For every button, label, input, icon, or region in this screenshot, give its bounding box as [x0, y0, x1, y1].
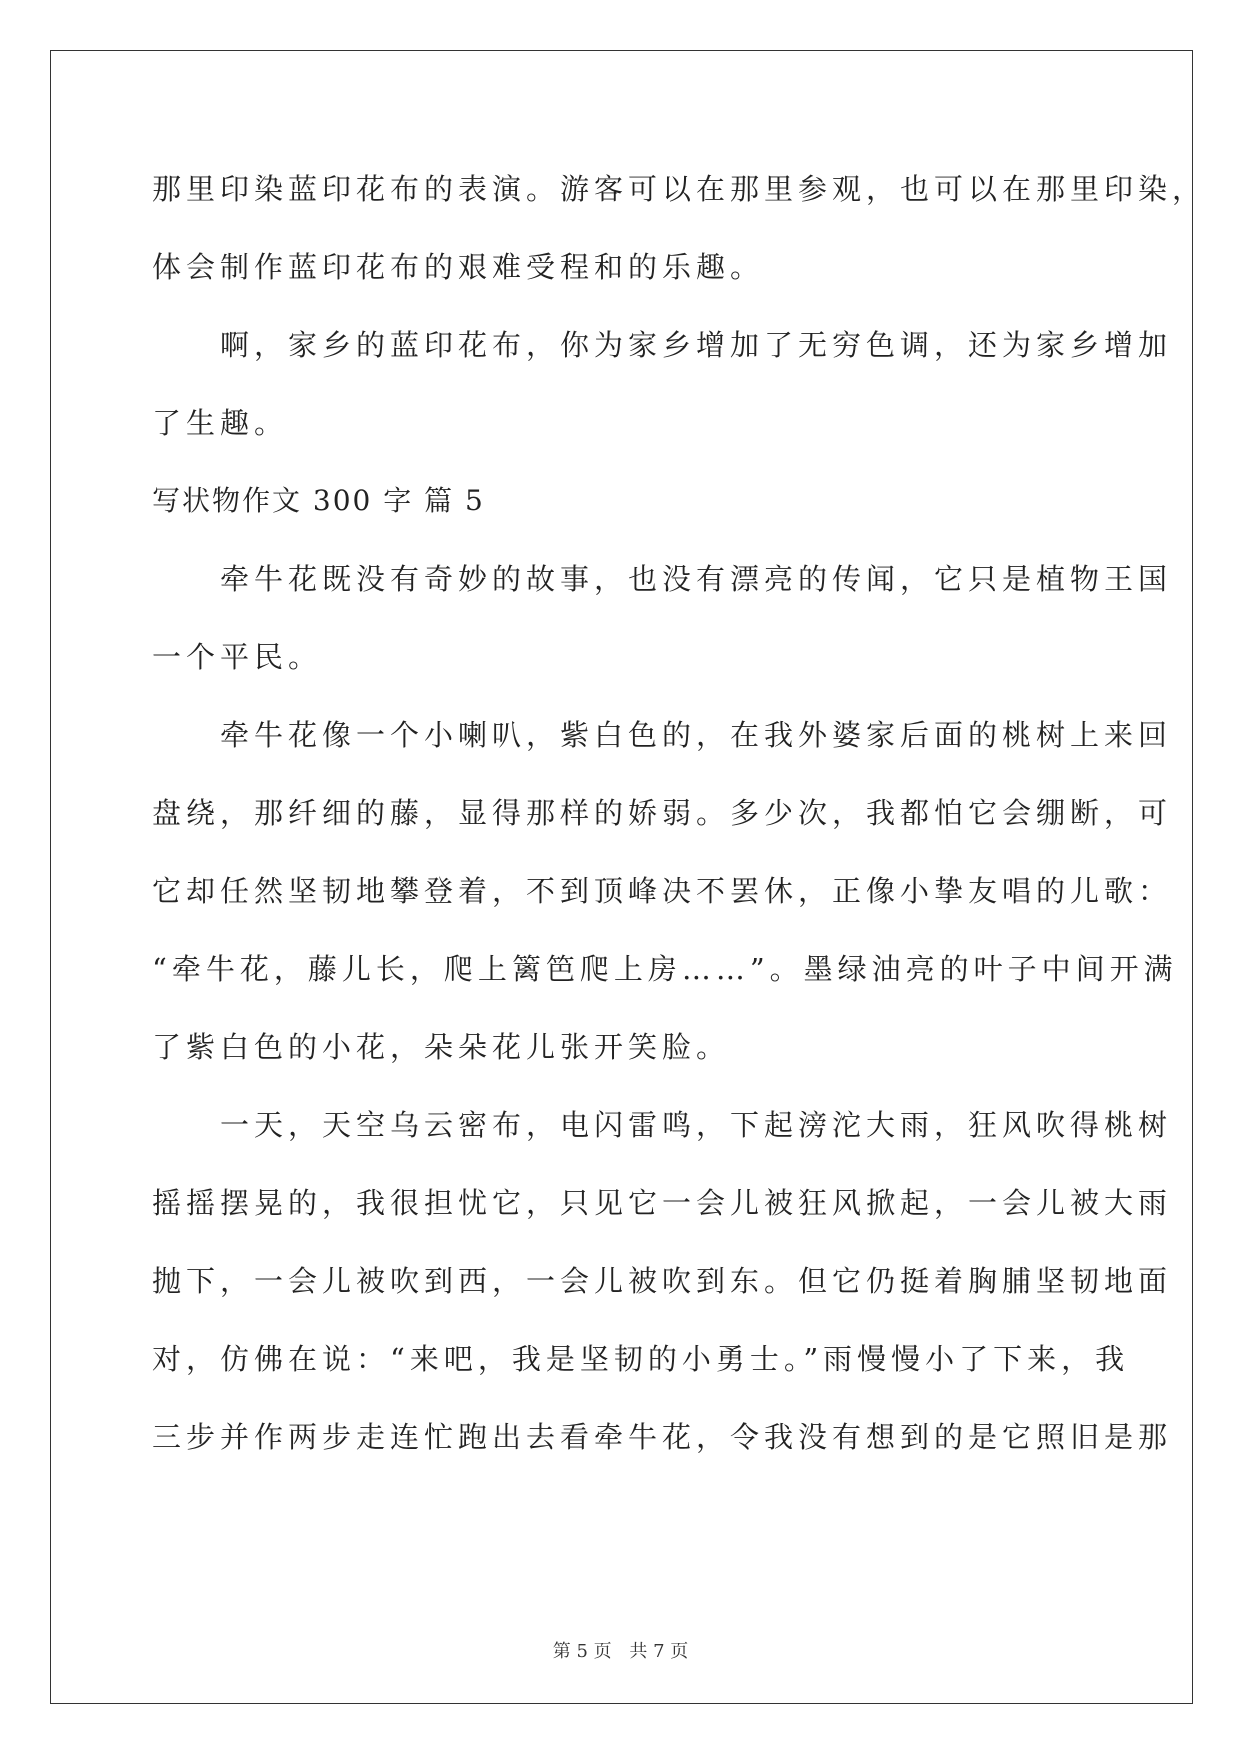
page-total: 共 7 页 — [629, 1641, 689, 1662]
document-body — [152, 150, 1207, 1476]
text-line: “牵牛花，藤儿长，爬上篱笆爬上房……”。墨绿油亮的叶子中间开满 — [152, 952, 1178, 986]
text-line: 牵牛花既没有奇妙的故事，也没有漂亮的传闻，它只是植物王国 — [152, 562, 1173, 596]
text-line: 它却任然坚韧地攀登着，不到顶峰决不罢休，正像小挚友唱的儿歌： — [152, 874, 1173, 908]
section-heading: 写状物作文 300 字 篇 5 — [152, 484, 485, 517]
page-number: 第 5 页 — [552, 1641, 612, 1662]
text-line: 抛下，一会儿被吹到西，一会儿被吹到东。但它仍挺着胸脯坚韧地面 — [152, 1264, 1173, 1298]
text-line: 了紫白色的小花，朵朵花儿张开笑脸。 — [152, 1030, 731, 1064]
text-line: 了生趣。 — [152, 406, 289, 440]
text-line: 摇摇摆晃的，我很担忧它，只见它一会儿被狂风掀起，一会儿被大雨 — [152, 1186, 1173, 1220]
text-line: 牵牛花像一个小喇叭，紫白色的，在我外婆家后面的桃树上来回 — [152, 718, 1173, 752]
text-line: 那里印染蓝印花布的表演。游客可以在那里参观，也可以在那里印染， — [152, 172, 1207, 206]
text-line: 一天，天空乌云密布，电闪雷鸣，下起滂沱大雨，狂风吹得桃树 — [152, 1108, 1173, 1142]
text-line: 啊，家乡的蓝印花布，你为家乡增加了无穷色调，还为家乡增加 — [152, 328, 1173, 362]
page-footer — [0, 1637, 1241, 1663]
text-line: 一个平民。 — [152, 640, 323, 674]
text-line: 三步并作两步走连忙跑出去看牵牛花，令我没有想到的是它照旧是那 — [152, 1420, 1173, 1454]
text-line: 对，仿佛在说：“来吧，我是坚韧的小勇士。”雨慢慢小了下来，我 — [152, 1342, 1130, 1376]
text-line: 盘绕，那纤细的藤，显得那样的娇弱。多少次，我都怕它会绷断，可 — [152, 796, 1173, 830]
text-line: 体会制作蓝印花布的艰难受程和的乐趣。 — [152, 250, 765, 284]
